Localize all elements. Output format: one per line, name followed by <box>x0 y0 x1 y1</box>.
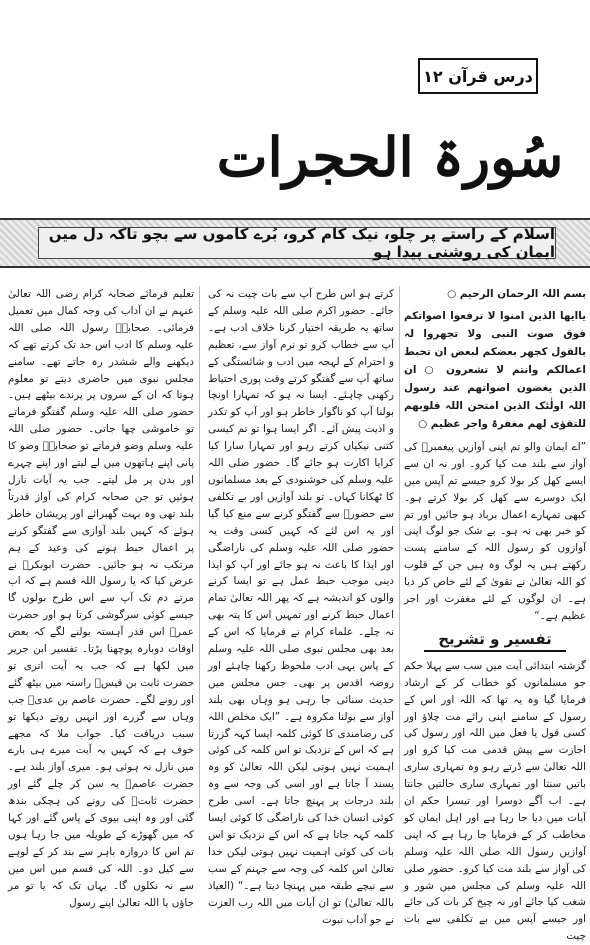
middle-column <box>208 286 394 926</box>
surah-title: سُورۃ الحجرات <box>216 125 564 189</box>
column-divider <box>199 286 200 808</box>
translation: ”اے ایمان والو تم اپنی آوازیں پیغمبرؐ کی آواز سے بلند مت کیا کرو۔ اور نہ ان سے ایسے کھل کر بولا کرو جیسے تم آپس میں ایک دوسرے سے کھل کر بولا کرتے ہو۔ کبھی تمہارے اعمال برباد ہو جائیں اور تم کو خبر بھی نہ ہو۔ بے شک جو لوگ اپنی آوازوں کو رسول اللہ کے سامنے پست رکھتے ہیں یہ لوگ وہ ہیں جن کے قلوب کو اللہ تعالیٰ نے تقویٰ کے لئے خاص کر دیا ہے۔ ان لوگوں کے لئے مغفرت اور اجر عظیم ہے۔“ <box>404 440 586 622</box>
banner-text: اسلام کے راستے پر چلو، نیک کام کرو، بُرے کاموں سے بچو تاکہ دل میں ایمان کی روشنی پیدا ہو <box>38 227 556 259</box>
commentary-text: تعلیم فرمائے صحابہ کرام رضی اللہ تعالیٰ عنہم نے ان آداب کی وجہ کمال میں تعمیل فرمائی۔ صحابہؓ رسول اللہ صلی اللہ علیہ وسلم کا ادب اس حد تک کرتے تھے کہ دیکھنے والے ششدر رہ جاتے تھے۔ سامنے مجلس نبوی میں حاضری دیتے تو معلوم ہوتا کہ ان کے سروں پر پرندے بیٹھے ہیں۔ حضور صلی اللہ علیہ وسلم گفتگو فرماتے تو خاموشی چھا جاتی۔ حضور صلی اللہ علیہ وسلم وضو فرماتے تو صحابہؓ وضو کا پانی اپنے ہاتھوں میں لے لیتے اور اپنے چہرے اور بدن پر مل لیتے۔ جب یہ آیات نازل ہوئیں تو جن صحابہ کرام کی آواز قدرتاً بلند تھی وہ بہت گھبرائے اور پریشان خاطر ہوئے کہ کہیں بلند آوازی سے گفتگو کرنے پر اعمال حبط ہونے کی وعید کے ہم مرتکب نہ ہو جائیں۔ حضرت ابوبکرؓ نے عرض کیا کہ یا رسول اللہ قسم ہے کہ اب مرتے دم تک آپ سے اس طرح بولوں گا جیسے کوئی سرگوشی کرتا ہو اور حضرت عمرؓ اس قدر آہستہ بولنے لگے کہ بعض اوقات دوبارہ پوچھنا پڑتا۔ تفسیر ابن جریر میں لکھا ہے کہ جب یہ آیت اتری تو حضرت ثابت بن قیسؓ راستہ میں بیٹھ گئے اور رونے لگے۔ حضرت عاصم بن عدیؓ جب وہاں سے گزرے اور انہیں روتے دیکھا تو سبب دریافت کیا۔ جواب ملا کہ مجھے خوف ہے کہ کہیں یہ آیت میرے ہی بارے میں نازل نہ ہوئی ہو۔ میری آواز بلند ہے۔ حضرت عاصمؓ یہ سن کر چلے گئے اور حضرت ثابتؓ کی رونے کی ہچکی بندھ گئی اور وہ اپنی بیوی کے پاس گئے اور کہا کہ میں گھوڑے کے طویلہ میں جا رہا ہوں تم اس کا دروازہ باہر سے بند کر کے لوہے سے کیل دو۔ اللہ کی قسم میں اس میں سے نہ نکلوں گا۔ یہاں تک کہ یا تو مر جاؤں یا اللہ تعالیٰ اپنے رسول <box>8 288 194 909</box>
column-divider <box>399 286 400 808</box>
bismillah: بسم اللہ الرحمان الرحیم ○ <box>404 286 586 303</box>
series-label: درس قرآن ۱۲ <box>418 58 538 94</box>
left-column <box>8 286 194 909</box>
commentary-text: گزشتہ ابتدائی آیت میں سب سے پہلا حکم جو مسلمانوں کو خطاب کر کے ارشاد فرمایا گیا وہ یہ تھا کہ اللہ اور اس کے رسول کے سامنے اپنی رائے مت چلاؤ اور کسی قول یا فعل میں اللہ اور رسول کی اجازت سے پیش قدمی مت کیا کرو اور اللہ تعالیٰ سے ڈرتے رہو وہ تمہاری ساری باتیں سنتا اور تمہاری ساری حالتیں جانتا ہے۔ اب آگے دوسرا اور تیسرا حکم ان آیات میں دیا جا رہا ہے اور اہل ایمان کو مخاطب کر کے فرمایا جا رہا ہے کہ اپنی آوازیں رسول اللہ صلی اللہ علیہ وسلم کی آواز سے بلند مت کیا کرو۔ حضور صلی اللہ علیہ وسلم کی مجلس میں شور و شغب کیا جائے اور نہ چیخ کر بات کی جائے اور جیسے آپس میں بے تکلفی سے بات چیت <box>404 659 586 943</box>
arabic-verse: یاایھا الذین امنوا لا ترفعوا اصواتکم فوق صوت النبی ولا تجھروا لہ بالقول کجھر بعضکم لبعض ان تحبط اعمالکم وانتم لا تشعرون ○ ان الذین یغضون اصواتھم عند رسول اللہ اولٰئک الذین امتحن اللہ قلوبھم للتقوٰی لھم مغفرۃ واجر عظیم ○ <box>404 309 586 430</box>
right-column <box>404 286 586 943</box>
commentary-text: کرتے ہو اس طرح آپ سے بات چیت نہ کی جائے۔ حضور اکرم صلی اللہ علیہ وسلم کے ساتھ یہ طریقہ اختیار کرنا خلاف ادب ہے۔ آپ سے خطاب کرو تو نرم آواز سے، تعظیم و احترام کے لہجہ میں ادب و شائستگی کے ساتھ آپ سے گفتگو کرتے وقت پوری احتیاط رکھنی چاہئے۔ ایسا نہ ہو کہ تمہارا اونچا بولنا آپ کو ناگوار خاطر ہو اور آپ کو تکدر و اذیت پیش آئے۔ اگر ایسا ہوا تو تم کیسی کتنی نیکیاں کرتے رہو اور تمہارا سارا کیا کرایا اکارت ہو جائے گا۔ حضور صلی اللہ علیہ وسلم کی خوشنودی کے بعد مسلمانوں کا ٹھکانا کہاں۔ تو بلند آوازیں اور بے تکلفی سے حضورؐ سے گفتگو کرنے سے منع کیا گیا اور یہ اس لئے کہ کہیں کسی وقت یہ حضور صلی اللہ علیہ وسلم کی ناراضگی اور ایذا کا باعث نہ ہو جائے اور آپ کو ایذا دینی موجب حبط عمل ہے تو ایسا کرنے والوں کو اندیشہ ہے کہ پھر اللہ تعالیٰ تمام اعمال حبط کرنے اور تمہیں اس کا پتہ بھی نہ چلے۔ علماء کرام نے فرمایا کہ اس کے بعد بھی مجلس نبوی صلی اللہ علیہ وسلم کے پاس یہی ادب ملحوظ رکھنا چاہئے اور روضہ اقدس پر بھی۔ جس مجلس میں حدیث سنائی جا رہی ہو وہاں بھی بلند آواز سے بولنا مکروہ ہے۔ ”ایک مخلص اللہ کی رضامندی کا کوئی کلمہ ایسا کہہ گزرتا ہے کہ اس کے نزدیک تو اس کلمہ کی کوئی اہمیت نہیں ہوتی لیکن اللہ تعالیٰ کو وہ پسند آ جاتا ہے اور اسی کی وجہ سے وہ بلند درجات پر پہنچ جاتا ہے۔ اسی طرح کوئی انسان خدا کی ناراضگی کا کوئی ایسا کلمہ کہہ جاتا ہے کہ اس کے نزدیک تو اس بات کی کوئی اہمیت نہیں ہوتی لیکن خدا تعالیٰ اس کلمہ کی وجہ سے جہنم کے سب سے نیچے طبقہ میں پہنچا دیتا ہے۔“ (العیاذ باللہ تعالیٰ) تو ان آیات میں اللہ رب العزت نے جو آداب نبوت <box>208 288 394 926</box>
banner <box>0 218 590 268</box>
section-heading: تفسیر و تشریح <box>424 631 566 652</box>
